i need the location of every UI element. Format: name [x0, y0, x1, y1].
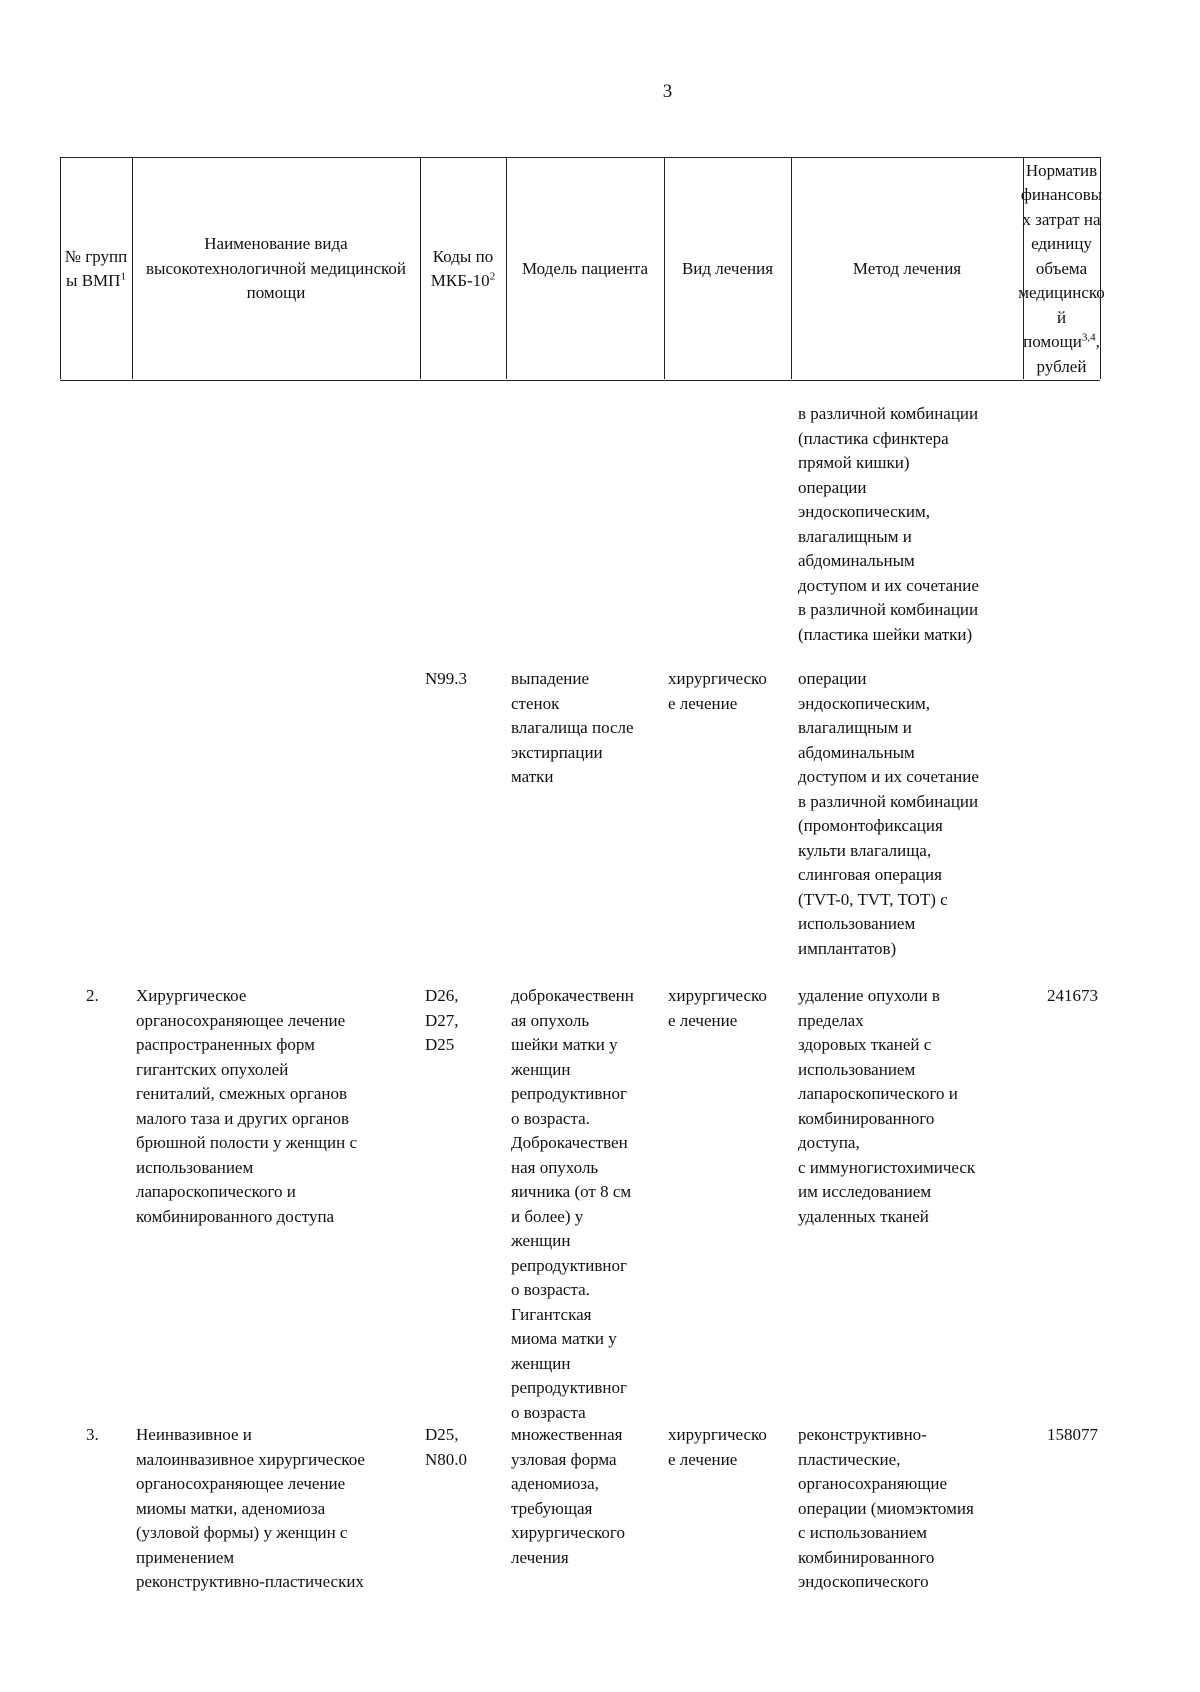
row3-model: множественная узловая форма аденомиоза, требующая хирургического лечения [511, 1425, 625, 1567]
row2-name: Хирургическое органосохраняющее лечение распространенных форм гигантских опухолей гениталий, смежных органов малого таза и других органов брюшной полости у женщин с использованием лапароскопического и комбинированного доступа [136, 986, 357, 1226]
row2-model: доброкачественн ая опухоль шейки матки у женщин репродуктивног о возраста. Доброкачествен ная опухоль яичника (от 8 см и более) у женщин репродуктивног о возраста. Гигантская миома матки у женщин репродуктивног о возраста [511, 986, 634, 1422]
header-treatment-method: Метод лечения [852, 258, 962, 278]
row3-name: Неинвазивное и малоинвазивное хирургическое органосохраняющее лечение миомы матки, аденомиоза (узловой формы) у женщин с применением реконструктивно-пластических [136, 1425, 365, 1591]
row3-price: 158077 [1047, 1425, 1098, 1444]
row2-number: 2. [86, 986, 99, 1005]
header-patient-model: Модель пациента [521, 258, 649, 278]
table-header [60, 157, 1105, 381]
header-financing-norm: Норматив финансовы х затрат на единицу объема медицинско й помощи$^{3,4}$, рублей [1018, 160, 1105, 376]
row1-method: операции эндоскопическим, влагалищным и абдоминальным доступом и их сочетание в различной комбинации (промонтофиксация культи влагалища, слинговая операция (TVT-0, TVT, TOT) с использованием имплантатов) [798, 669, 979, 958]
header-border [132, 157, 133, 379]
row3-treatment: хирургическо е лечение [668, 1425, 767, 1469]
row2-price: 241673 [1047, 986, 1098, 1005]
header-border [791, 157, 792, 379]
header-border [420, 157, 421, 379]
row1-codes: N99.3 [425, 669, 468, 688]
row2-method: удаление опухоли в пределах здоровых тканей с использованием лапароскопического и комбинированного доступа, с иммуногистохимическ им исследованием удаленных тканей [798, 986, 976, 1226]
row2-codes: D26, D27, D25 [425, 986, 459, 1054]
header-border [506, 157, 507, 379]
row0-method: в различной комбинации (пластика сфинктера прямой кишки) операции эндоскопическим, влагалищным и абдоминальным доступом и их сочетание в различной комбинации (пластика шейки матки) [798, 404, 979, 644]
row3-number: 3. [86, 1425, 99, 1444]
row3-method: реконструктивно- пластические, органосохраняющие операции (миомэктомия с использованием комбинированного эндоскопического [798, 1425, 974, 1591]
header-border [1023, 157, 1024, 379]
row3-codes: D25, N80.0 [425, 1425, 468, 1469]
header-icd-codes: Коды по МКБ-$10^2$ [430, 246, 496, 290]
row1-model: выпадение стенок влагалища после экстирпации матки [511, 669, 634, 786]
row2-treatment: хирургическо е лечение [668, 986, 767, 1030]
header-border [60, 157, 61, 379]
header-treatment-type: Вид лечения [681, 258, 774, 278]
header-border [664, 157, 665, 379]
header-care-type: Наименование вида высокотехнологичной медицинской помощи [146, 234, 406, 303]
header-border [1100, 157, 1101, 379]
row1-treatment: хирургическо е лечение [668, 669, 767, 713]
header-group-number: № групп ы ВМП$^1$ [64, 246, 128, 290]
page-number: 3 [662, 81, 673, 102]
